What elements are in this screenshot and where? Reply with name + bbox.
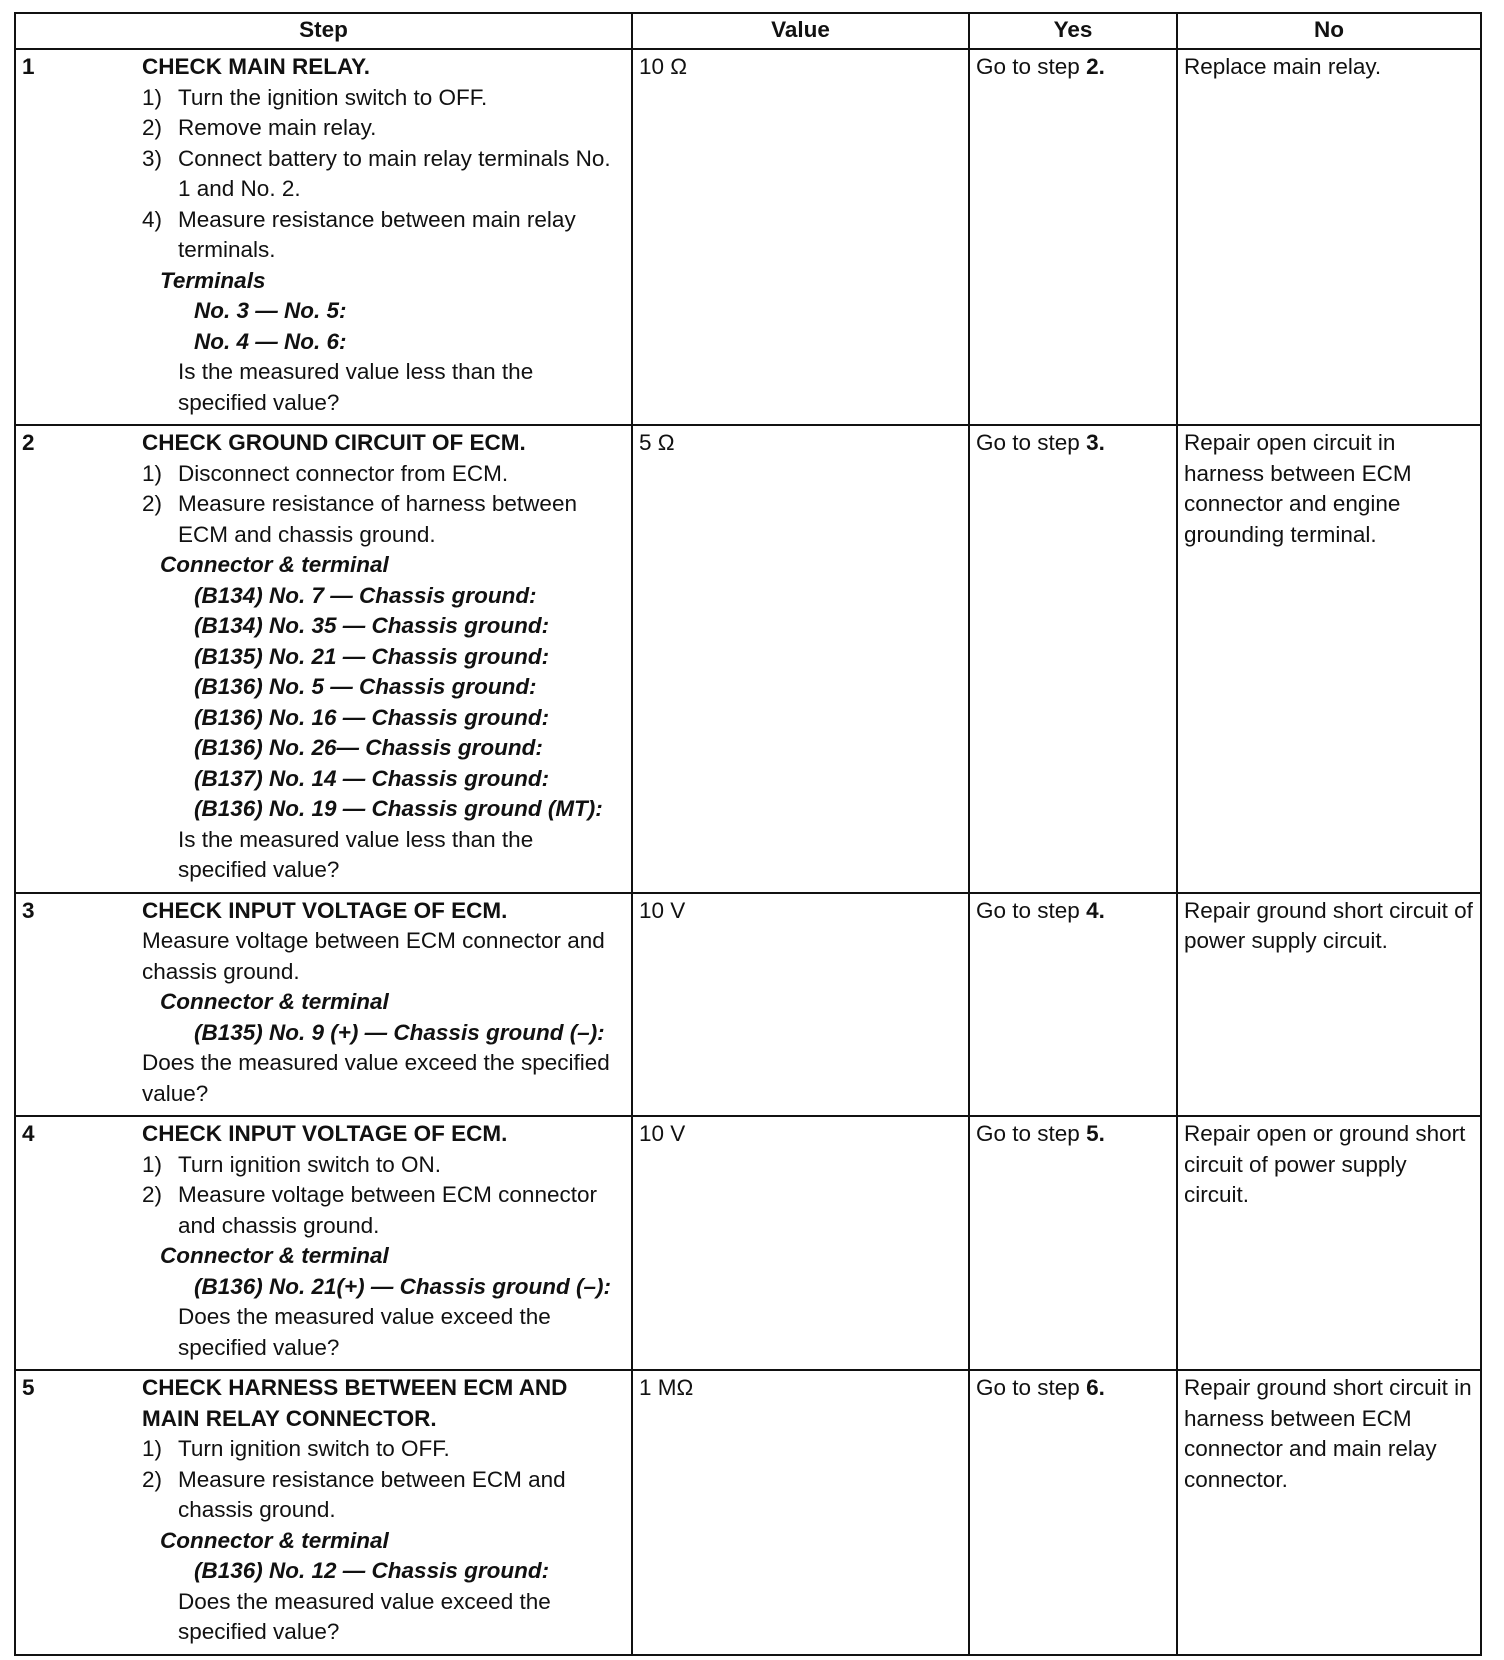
substep-text: Measure resistance between ECM and chassis ground.	[178, 1466, 566, 1522]
substep	[142, 83, 623, 114]
step-title: CHECK INPUT VOLTAGE OF ECM.	[142, 1121, 508, 1146]
substep-number: 2)	[142, 1466, 163, 1492]
no-action: Repair ground short circuit in harness between ECM connector and main relay connector.	[1184, 1375, 1472, 1492]
substep-number: 2)	[142, 491, 163, 516]
yes-step-number: 5.	[1086, 1121, 1105, 1146]
terminal-spec: (B136) No. 19 — Chassis ground (MT):	[194, 796, 603, 821]
substep	[142, 1465, 623, 1526]
connector-label: Connector & terminal	[160, 1527, 389, 1553]
substep-text: Connect battery to main relay terminals No. 1 and No. 2.	[178, 145, 611, 201]
step-body	[142, 428, 623, 886]
step-cell	[15, 1116, 632, 1370]
step-body	[142, 1373, 623, 1648]
no-cell	[1177, 1116, 1481, 1370]
substep	[142, 1150, 623, 1181]
step-intro: Measure voltage between ECM connector and chassis ground.	[142, 928, 605, 984]
terminal-spec: (B136) No. 16 — Chassis ground:	[194, 704, 550, 730]
substep-number: 1)	[142, 1436, 163, 1461]
step-title: CHECK GROUND CIRCUIT OF ECM.	[142, 430, 526, 455]
spec-value: 1 MΩ	[639, 1375, 694, 1400]
yes-text: Go to step	[976, 897, 1080, 923]
yes-cell	[969, 1370, 1177, 1655]
terminal-spec: (B136) No. 21(+) — Chassis ground (–):	[194, 1273, 611, 1299]
step-cell	[15, 893, 632, 1117]
terminal-spec: (B134) No. 35 — Chassis ground:	[194, 613, 550, 638]
substep-number: 4)	[142, 206, 163, 232]
step-body	[142, 896, 623, 1110]
spec-value: 10 V	[639, 897, 686, 923]
step-title: CHECK HARNESS BETWEEN ECM AND MAIN RELAY CONNECTOR.	[142, 1375, 568, 1431]
yes-cell	[969, 49, 1177, 425]
value-cell	[632, 49, 969, 425]
header-value: Value	[632, 13, 969, 49]
header-yes: Yes	[969, 13, 1177, 49]
yes-cell	[969, 425, 1177, 893]
substep-text: Measure resistance of harness between ECM and chassis ground.	[178, 491, 577, 547]
table-row	[15, 1370, 1481, 1655]
terminal-spec: (B136) No. 5 — Chassis ground:	[194, 674, 537, 699]
substep	[142, 489, 623, 550]
diagnostic-table	[14, 12, 1482, 1656]
yes-step-number: 2.	[1086, 54, 1105, 79]
substep	[142, 113, 623, 144]
substep	[142, 459, 623, 490]
table-row	[15, 893, 1481, 1117]
no-cell	[1177, 1370, 1481, 1655]
yes-cell	[969, 893, 1177, 1117]
terminal-spec: No. 4 — No. 6:	[194, 328, 347, 354]
step-question: Does the measured value exceed the specified value?	[178, 1304, 551, 1360]
header-no: No	[1177, 13, 1481, 49]
value-cell	[632, 1116, 969, 1370]
substep-text: Measure resistance between main relay terminals.	[178, 206, 576, 262]
no-cell	[1177, 49, 1481, 425]
step-title: CHECK MAIN RELAY.	[142, 54, 370, 79]
value-cell	[632, 893, 969, 1117]
value-cell	[632, 425, 969, 893]
yes-step-number: 6.	[1086, 1375, 1105, 1400]
yes-text: Go to step	[976, 54, 1080, 79]
substep	[142, 1180, 623, 1241]
spec-value: 10 V	[639, 1121, 686, 1146]
table-row	[15, 1116, 1481, 1370]
yes-text: Go to step	[976, 430, 1080, 455]
step-question: Is the measured value less than the specified value?	[178, 826, 534, 882]
terminal-spec: No. 3 — No. 5:	[194, 298, 347, 323]
step-question: Is the measured value less than the specified value?	[178, 359, 534, 415]
value-cell	[632, 1370, 969, 1655]
substep-number: 1)	[142, 84, 163, 110]
terminal-spec: (B135) No. 21 — Chassis ground:	[194, 643, 550, 669]
step-number: 1	[22, 54, 35, 79]
terminal-spec: (B134) No. 7 — Chassis ground:	[194, 582, 537, 608]
header-step: Step	[15, 13, 632, 49]
substep-text: Turn the ignition switch to OFF.	[178, 84, 488, 110]
substep-text: Remove main relay.	[178, 115, 377, 140]
no-action: Repair open or ground short circuit of power supply circuit.	[1184, 1121, 1466, 1207]
step-cell	[15, 49, 632, 425]
yes-text: Go to step	[976, 1375, 1080, 1400]
header-row	[15, 13, 1481, 49]
substep-number: 3)	[142, 145, 163, 171]
step-cell	[15, 1370, 632, 1655]
substep-number: 2)	[142, 115, 163, 140]
spec-value: 5 Ω	[639, 430, 675, 455]
connector-label: Connector & terminal	[160, 989, 389, 1014]
step-body	[142, 1119, 623, 1363]
yes-cell	[969, 1116, 1177, 1370]
yes-step-number: 3.	[1086, 430, 1105, 455]
substep-number: 1)	[142, 1151, 163, 1177]
no-cell	[1177, 893, 1481, 1117]
no-action: Replace main relay.	[1184, 54, 1382, 79]
substep-text: Measure voltage between ECM connector and chassis ground.	[178, 1182, 597, 1238]
terminal-spec: (B137) No. 14 — Chassis ground:	[194, 765, 550, 791]
no-cell	[1177, 425, 1481, 893]
step-number: 3	[22, 897, 35, 923]
substep-number: 1)	[142, 460, 163, 486]
connector-label: Connector & terminal	[160, 1243, 389, 1268]
yes-text: Go to step	[976, 1121, 1080, 1146]
substep	[142, 144, 623, 205]
step-question: Does the measured value exceed the specified value?	[178, 1588, 551, 1644]
substep-text: Disconnect connector from ECM.	[178, 460, 509, 486]
table-row	[15, 49, 1481, 425]
spec-value: 10 Ω	[639, 54, 688, 79]
no-action: Repair open circuit in harness between ECM connector and engine grounding terminal.	[1184, 430, 1412, 547]
step-body	[142, 52, 623, 418]
substep	[142, 205, 623, 266]
terminal-spec: (B135) No. 9 (+) — Chassis ground (–):	[194, 1019, 605, 1045]
step-number: 4	[22, 1121, 35, 1146]
connector-label: Terminals	[160, 267, 266, 293]
substep-text: Turn ignition switch to OFF.	[178, 1436, 450, 1461]
step-number: 2	[22, 430, 35, 455]
connector-label: Connector & terminal	[160, 552, 389, 577]
no-action: Repair ground short circuit of power supply circuit.	[1184, 897, 1473, 953]
terminal-spec: (B136) No. 12 — Chassis ground:	[194, 1558, 550, 1583]
step-title: CHECK INPUT VOLTAGE OF ECM.	[142, 897, 508, 923]
table-row	[15, 425, 1481, 893]
substep-number: 2)	[142, 1182, 163, 1207]
step-question: Does the measured value exceed the specified value?	[142, 1050, 610, 1106]
step-cell	[15, 425, 632, 893]
terminal-spec: (B136) No. 26— Chassis ground:	[194, 735, 543, 760]
step-number: 5	[22, 1375, 35, 1400]
yes-step-number: 4.	[1086, 897, 1105, 923]
substep-text: Turn ignition switch to ON.	[178, 1151, 442, 1177]
substep	[142, 1434, 623, 1465]
